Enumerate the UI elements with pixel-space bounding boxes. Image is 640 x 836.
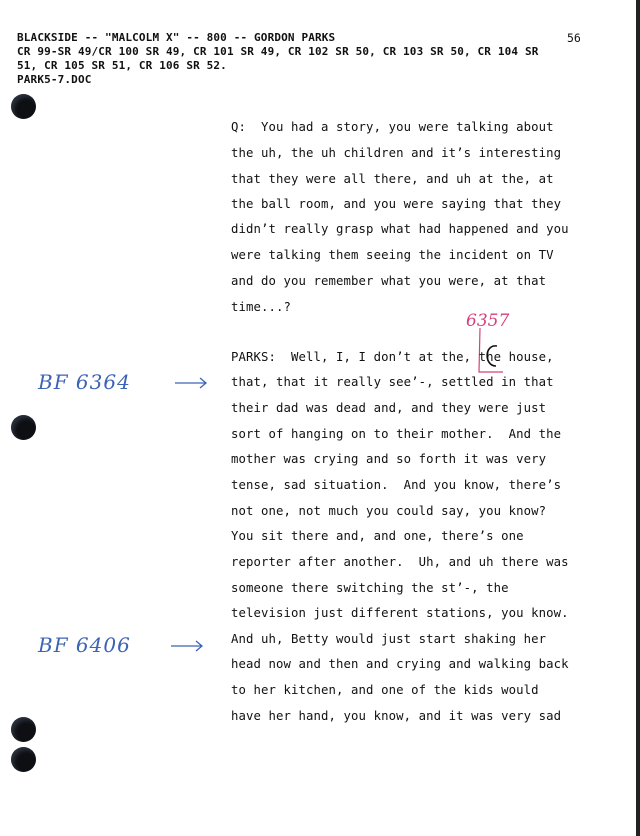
page-number: 56 (567, 31, 581, 45)
arrow-right-icon (171, 641, 202, 651)
answer-line: sort of hanging on to their mother. And the (231, 427, 562, 441)
punch-hole (11, 94, 36, 119)
answer-line: not one, not much you could say, you know? (231, 504, 547, 518)
punch-hole (11, 415, 36, 440)
question-line: Q: You had a story, you were talking about (231, 120, 554, 134)
handwritten-timecode: 6357 (466, 311, 510, 331)
answer-line: to her kitchen, and one of the kids would (231, 683, 539, 697)
answer-line: head now and then and crying and walking back (231, 657, 569, 671)
answer-line: television just different stations, you know. (231, 606, 569, 620)
question-line: and do you remember what you were, at that (231, 274, 547, 288)
answer-line: that, that it really see’-, settled in that (231, 375, 554, 389)
answer-line: PARKS: Well, I, I don’t at the, the house, (231, 350, 554, 364)
question-line: time...? (231, 300, 292, 314)
answer-line: mother was crying and so forth it was very (231, 452, 547, 466)
question-line: the uh, the uh children and it’s interesting (231, 146, 562, 160)
punch-hole (11, 747, 36, 772)
handwritten-bf-marker: BF 6406 (38, 633, 131, 657)
punch-hole (11, 717, 36, 742)
question-line: that they were all there, and uh at the, at (231, 172, 554, 186)
header-reel-line-1: CR 99-SR 49/CR 100 SR 49, CR 101 SR 49, CR 102 SR 50, CR 103 SR 50, CR 104 SR (17, 45, 539, 58)
answer-line: You sit there and, and one, there’s one (231, 529, 524, 543)
answer-line: tense, sad situation. And you know, there’s (231, 478, 562, 492)
arrow-right-icon (175, 378, 206, 388)
answer-line: And uh, Betty would just start shaking her (231, 632, 547, 646)
header-filename: PARK5-7.DOC (17, 73, 92, 86)
handwritten-bf-marker: BF 6364 (38, 370, 131, 394)
answer-line: someone there switching the st’-, the (231, 581, 509, 595)
scan-edge (636, 0, 640, 836)
answer-line: have her hand, you know, and it was very sad (231, 709, 562, 723)
question-line: the ball room, and you were saying that they (231, 197, 562, 211)
answer-line: their dad was dead and, and they were just (231, 401, 547, 415)
answer-line: reporter after another. Uh, and uh there was (231, 555, 569, 569)
header-reel-line-2: 51, CR 105 SR 51, CR 106 SR 52. (17, 59, 227, 72)
question-line: didn’t really grasp what had happened and you (231, 222, 569, 236)
header-title-line: BLACKSIDE -- "MALCOLM X" -- 800 -- GORDON PARKS (17, 31, 336, 44)
question-line: were talking them seeing the incident on TV (231, 248, 554, 262)
